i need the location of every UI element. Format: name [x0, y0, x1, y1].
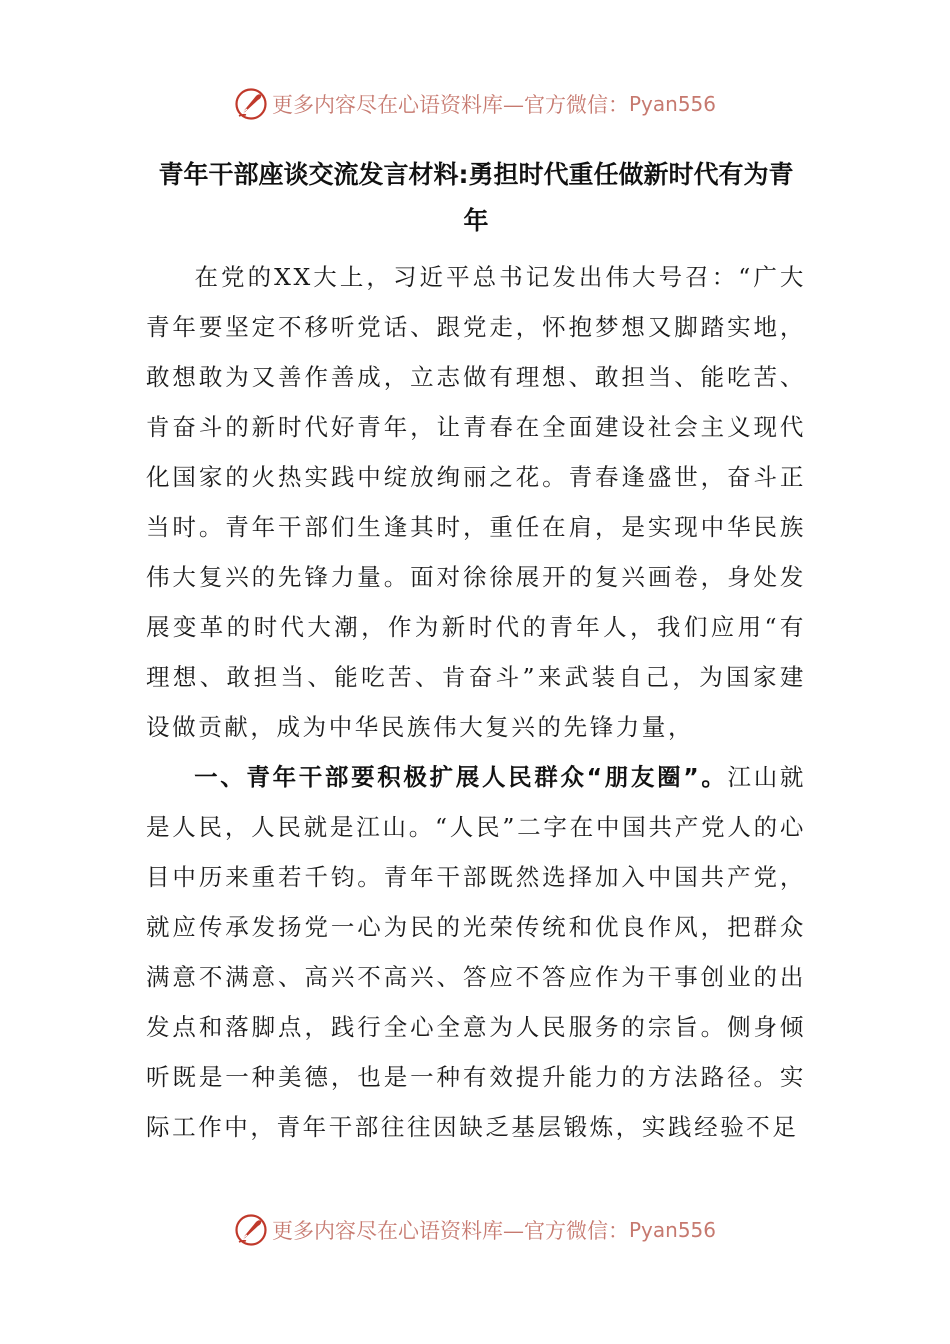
section-text: 江山就是人民，人民就是江山。“人民”二字在中国共产党人的心目中历来重若千钧。青年干部既然选择加入中国共产党，就应传承发扬党一心为民的光荣传统和优良作风，把群众满意不满意、高兴不高兴、答应不答应作为干事创业的出发点和落脚点，践行全心全意为人民服务的宗旨。侧身倾听既是一种美德，也是一种有效提升能力的方法路径。实际工作中，青年干部往往因缺乏基层锻炼，实践经验不足 [146, 763, 806, 1141]
quill-pen-icon [234, 1213, 268, 1247]
watermark-site-text: 更多内容尽在心语资料库—官方微信： [271, 93, 629, 117]
watermark-banner-top [0, 84, 950, 124]
watermark-banner-bottom [0, 1210, 950, 1250]
document-title: 青年干部座谈交流发言材料:勇担时代重任做新时代有为青年 [158, 160, 794, 235]
watermark-wechat-id: Pyan556 [628, 1218, 716, 1242]
paragraph-text: 在党的XX大上，习近平总书记发出伟大号召：“广大青年要坚定不移听党话、跟党走，怀抱梦想又脚踏实地，敢想敢为又善作善成，立志做有理想、敢担当、能吃苦、肯奋斗的新时代好青年，让青春在全面建设社会主义现代化国家的火热实践中绽放绚丽之花。青春逢盛世，奋斗正当时。青年干部们生逢其时，重任在肩，是实现中华民族伟大复兴的先锋力量。面对徐徐展开的复兴画卷，身处发展变革的时代大潮，作为新时代的青年人，我们应用“有理想、敢担当、能吃苦、肯奋斗”来武装自己，为国家建设做贡献，成为中华民族伟大复兴的先锋力量， [146, 263, 806, 741]
watermark-site-text: 更多内容尽在心语资料库—官方微信： [271, 1219, 629, 1243]
quill-pen-icon [234, 87, 268, 121]
watermark-wechat-id: Pyan556 [628, 92, 716, 116]
body-paragraph [146, 252, 806, 752]
section-heading: 一、青年干部要积极扩展人民群众“朋友圈”。 [194, 763, 728, 791]
section-paragraph [146, 752, 806, 1152]
